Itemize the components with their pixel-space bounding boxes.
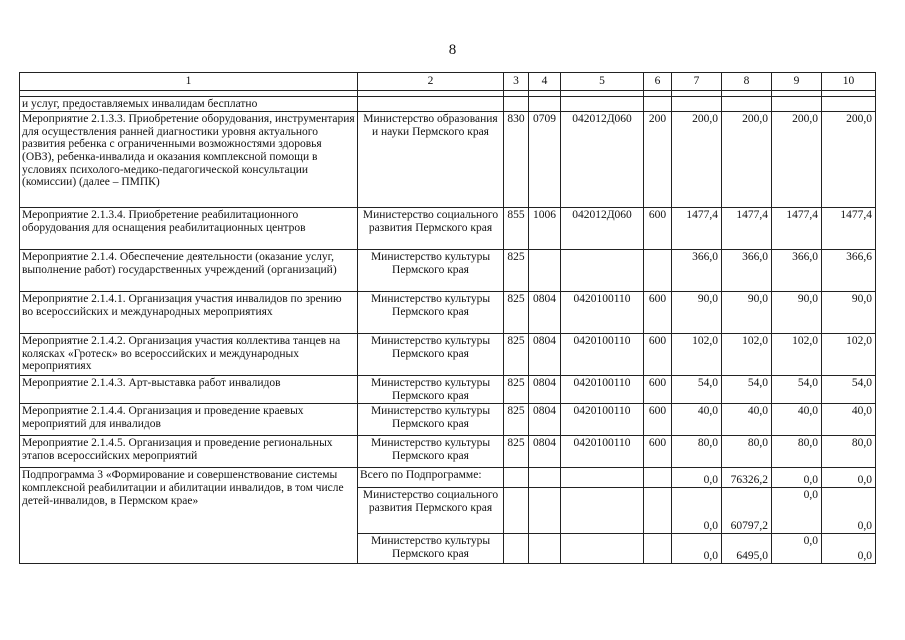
continuation-row: [20, 96, 876, 112]
row-name: Мероприятие 2.1.4.2. Организация участия коллектива танцев на колясках «Гротеск» во всероссийских и международных мероприятиях: [20, 334, 358, 376]
amount-year-1: 1477,4: [672, 208, 722, 250]
section-code: 0804: [529, 376, 561, 404]
amount-year-2: 102,0: [722, 334, 772, 376]
subprogram-amount: 0,0: [672, 534, 722, 564]
amount-year-1: 80,0: [672, 436, 722, 468]
subprogram-amount: 0,0: [772, 488, 822, 534]
subprogram-amount: 60797,2: [722, 488, 772, 534]
column-header: 9: [772, 73, 822, 91]
table-row: [20, 208, 876, 250]
amount-year-2: 80,0: [722, 436, 772, 468]
amount-year-4: 90,0: [822, 292, 876, 334]
grbs-code: 855: [504, 208, 529, 250]
row-name: Мероприятие 2.1.4.5. Организация и проведение региональных этапов всероссийских мероприятий: [20, 436, 358, 468]
target-article-code: 0420100110: [561, 436, 644, 468]
subprogram-amount: 76326,2: [722, 468, 772, 488]
expense-type-code: [644, 250, 672, 292]
column-header: 6: [644, 73, 672, 91]
expense-type-code: 600: [644, 292, 672, 334]
amount-year-3: 80,0: [772, 436, 822, 468]
empty-cell: [561, 488, 644, 534]
grbs-code: 825: [504, 376, 529, 404]
amount-year-3: 102,0: [772, 334, 822, 376]
section-code: 0804: [529, 404, 561, 436]
amount-year-3: 54,0: [772, 376, 822, 404]
amount-year-1: 200,0: [672, 112, 722, 208]
amount-year-1: 366,0: [672, 250, 722, 292]
table-row: [20, 292, 876, 334]
section-code: 0804: [529, 334, 561, 376]
subprogram-amount: 0,0: [672, 468, 722, 488]
amount-year-4: 80,0: [822, 436, 876, 468]
row-executor: Министерство культуры Пермского края: [358, 292, 504, 334]
table-row: [20, 404, 876, 436]
amount-year-2: 1477,4: [722, 208, 772, 250]
grbs-code: 825: [504, 292, 529, 334]
amount-year-1: 102,0: [672, 334, 722, 376]
page-number: 8: [448, 42, 457, 58]
header-row: [20, 73, 876, 91]
column-header: 8: [722, 73, 772, 91]
target-article-code: 0420100110: [561, 292, 644, 334]
target-article-code: [561, 250, 644, 292]
target-article-code: 042012Д060: [561, 208, 644, 250]
expense-type-code: 600: [644, 436, 672, 468]
subprogram-amount: 0,0: [822, 468, 876, 488]
empty-cell: [529, 488, 561, 534]
empty-cell: [529, 468, 561, 488]
row-executor: Министерство культуры Пермского края: [358, 376, 504, 404]
amount-year-3: 90,0: [772, 292, 822, 334]
section-code: [529, 250, 561, 292]
section-code: 0804: [529, 292, 561, 334]
subprogram-amount: 0,0: [772, 468, 822, 488]
target-article-code: 042012Д060: [561, 112, 644, 208]
row-name: Мероприятие 2.1.4. Обеспечение деятельности (оказание услуг, выполнение работ) государственных учреждений (организаций): [20, 250, 358, 292]
amount-year-3: 200,0: [772, 112, 822, 208]
table-row: [20, 436, 876, 468]
column-header: 3: [504, 73, 529, 91]
column-header: 1: [20, 73, 358, 91]
amount-year-2: 90,0: [722, 292, 772, 334]
subprogram-amount: 0,0: [822, 488, 876, 534]
target-article-code: 0420100110: [561, 376, 644, 404]
amount-year-4: 1477,4: [822, 208, 876, 250]
grbs-code: 825: [504, 250, 529, 292]
row-name: Мероприятие 2.1.3.3. Приобретение оборудования, инструментария для осуществления ранней диагностики уровня актуального развития ребенка с ограниченными возможностями здоровья (ОВЗ), ребенка-инвалида и оказания комплексной помощи в условиях психолого-медико-педагогической консультации (комиссии) (далее – ПМПК): [20, 112, 358, 208]
subprogram-amount: 0,0: [772, 534, 822, 564]
amount-year-1: 90,0: [672, 292, 722, 334]
amount-year-3: 366,0: [772, 250, 822, 292]
empty-cell: [561, 468, 644, 488]
grbs-code: 825: [504, 436, 529, 468]
empty-cell: [504, 488, 529, 534]
column-header: 7: [672, 73, 722, 91]
target-article-code: 0420100110: [561, 404, 644, 436]
empty-cell: [644, 534, 672, 564]
amount-year-4: 200,0: [822, 112, 876, 208]
subprogram-amount: 0,0: [672, 488, 722, 534]
row-executor: Министерство образования и науки Пермского края: [358, 112, 504, 208]
row-executor: Министерство культуры Пермского края: [358, 404, 504, 436]
empty-cell: [644, 468, 672, 488]
row-name: Мероприятие 2.1.4.4. Организация и проведение краевых мероприятий для инвалидов: [20, 404, 358, 436]
subprogram-row: [20, 468, 876, 488]
continuation-text: и услуг, предоставляемых инвалидам бесплатно: [20, 96, 358, 112]
expense-type-code: 600: [644, 376, 672, 404]
amount-year-1: 40,0: [672, 404, 722, 436]
grbs-code: 825: [504, 334, 529, 376]
expense-type-code: 200: [644, 112, 672, 208]
column-header: 5: [561, 73, 644, 91]
expense-type-code: 600: [644, 334, 672, 376]
row-name: Мероприятие 2.1.4.1. Организация участия инвалидов по зрению во всероссийских и международных мероприятиях: [20, 292, 358, 334]
amount-year-2: 200,0: [722, 112, 772, 208]
section-code: 1006: [529, 208, 561, 250]
row-executor: Министерство социального развития Пермского края: [358, 208, 504, 250]
subprogram-executor: Министерство культуры Пермского края: [358, 534, 504, 564]
column-header: 2: [358, 73, 504, 91]
empty-cell: [644, 488, 672, 534]
table-row: [20, 376, 876, 404]
amount-year-4: 366,6: [822, 250, 876, 292]
row-executor: Министерство культуры Пермского края: [358, 250, 504, 292]
amount-year-2: 40,0: [722, 404, 772, 436]
subprogram-amount: 6495,0: [722, 534, 772, 564]
empty-cell: [529, 534, 561, 564]
column-header: 4: [529, 73, 561, 91]
row-name: Мероприятие 2.1.4.3. Арт-выставка работ инвалидов: [20, 376, 358, 404]
empty-cell: [561, 534, 644, 564]
row-executor: Министерство культуры Пермского края: [358, 334, 504, 376]
amount-year-1: 54,0: [672, 376, 722, 404]
column-header: 10: [822, 73, 876, 91]
subprogram-name: Подпрограмма 3 «Формирование и совершенствование системы комплексной реабилитации и абилитации инвалидов, в том числе детей-инвалидов, в Пермском крае»: [20, 468, 358, 564]
empty-cell: [504, 534, 529, 564]
row-name: Мероприятие 2.1.3.4. Приобретение реабилитационного оборудования для оснащения реабилитационных центров: [20, 208, 358, 250]
row-executor: Министерство культуры Пермского края: [358, 436, 504, 468]
section-code: 0804: [529, 436, 561, 468]
amount-year-4: 54,0: [822, 376, 876, 404]
table-row: [20, 334, 876, 376]
empty-cell: [504, 468, 529, 488]
grbs-code: 825: [504, 404, 529, 436]
amount-year-4: 40,0: [822, 404, 876, 436]
grbs-code: 830: [504, 112, 529, 208]
table-row: [20, 112, 876, 208]
subprogram-amount: 0,0: [822, 534, 876, 564]
amount-year-2: 54,0: [722, 376, 772, 404]
expense-type-code: 600: [644, 404, 672, 436]
amount-year-3: 40,0: [772, 404, 822, 436]
target-article-code: 0420100110: [561, 334, 644, 376]
subprogram-executor: Министерство социального развития Пермского края: [358, 488, 504, 534]
budget-table: [19, 72, 876, 564]
subprogram-executor: Всего по Подпрограмме:: [358, 468, 504, 488]
section-code: 0709: [529, 112, 561, 208]
expense-type-code: 600: [644, 208, 672, 250]
amount-year-2: 366,0: [722, 250, 772, 292]
table-row: [20, 250, 876, 292]
amount-year-4: 102,0: [822, 334, 876, 376]
amount-year-3: 1477,4: [772, 208, 822, 250]
